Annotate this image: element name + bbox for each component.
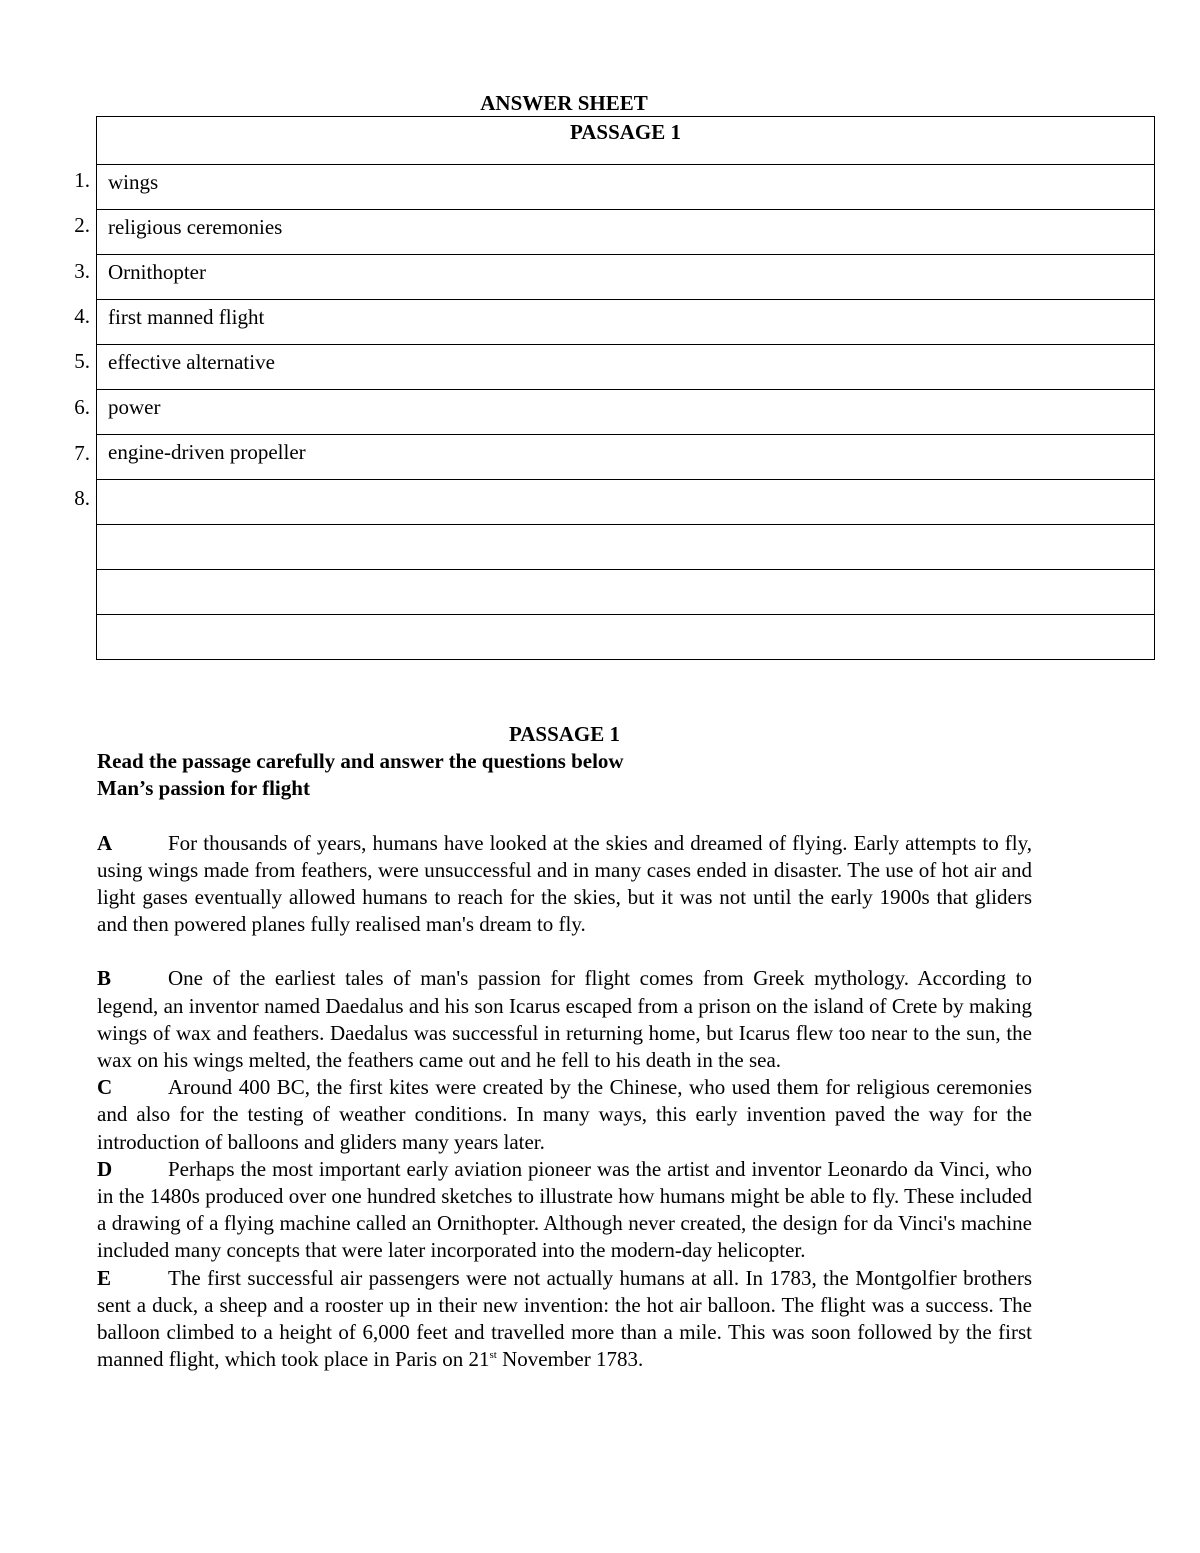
answer-cell[interactable] [97, 345, 1155, 390]
answer-cell[interactable] [97, 210, 1155, 255]
answer-row [97, 300, 1155, 345]
answer-text: effective alternative [108, 350, 275, 374]
paragraph-b [97, 965, 1032, 1074]
answer-text [108, 480, 1154, 484]
paragraph-letter: D [97, 1156, 113, 1181]
paragraph-letter: E [97, 1265, 112, 1290]
row-number: 8. [74, 486, 90, 510]
answer-row [97, 390, 1155, 435]
paragraph-text: Around 400 BC, the first kites were created by the Chinese, who used them for religious ceremonies and also for the testing of weather conditions. In many ways, this early invention paved the way for the introduction of balloons and gliders many years later. [97, 1075, 1032, 1154]
paragraph-c [97, 1074, 1032, 1156]
row-number: 6. [74, 395, 90, 419]
paragraph-letter: B [97, 966, 112, 991]
row-number: 1. [74, 168, 90, 192]
answer-row [97, 615, 1155, 660]
paragraph-letter: A [97, 830, 113, 855]
answer-text: engine-driven propeller [108, 440, 306, 464]
answer-text: religious ceremonies [108, 215, 283, 239]
answer-cell[interactable] [97, 570, 1155, 615]
paragraph-text: One of the earliest tales of man's passion for flight comes from Greek mythology. According to legend, an inventor named Daedalus and his son Icarus escaped from a prison on the island of Crete by making wings of wax and feathers. Daedalus was successful in returning home, but Icarus flew too near to the sun, the wax on his wings melted, the feathers came out and he fell to his death in the sea. [97, 966, 1032, 1073]
paragraph-text-tail: November 1783. [496, 1347, 644, 1372]
answer-row [97, 570, 1155, 615]
row-number: 5. [74, 349, 90, 373]
passage [97, 721, 1032, 1373]
answer-text: first manned flight [108, 305, 265, 329]
answer-row [97, 480, 1155, 525]
ordinal-suffix: st [489, 1349, 497, 1362]
answer-row [97, 525, 1155, 570]
answer-row [97, 345, 1155, 390]
paragraph-a [97, 830, 1032, 939]
answer-cell[interactable] [97, 255, 1155, 300]
paragraph-text: For thousands of years, humans have looked at the skies and dreamed of flying. Early attempts to fly, using wings made from feathers, were unsuccessful and in many cases ended in disaster. The use of hot air and light gases eventually allowed humans to reach for the skies, but it was not until the early 1900s that gliders and then powered planes fully realised man's dream to fly. [97, 830, 1032, 937]
row-number: 7. [74, 441, 90, 465]
paragraph-e [97, 1265, 1032, 1374]
answer-cell[interactable] [97, 165, 1155, 210]
paragraph-text: The first successful air passengers were not actually humans at all. In 1783, the Montgolfier brothers sent a duck, a sheep and a rooster up in their new invention: the hot air balloon. The flight was a success. The balloon climbed to a height of 6,000 feet and travelled more than a mile. This was soon followed by the first manned flight, which took place in Paris on 21 [97, 1265, 1032, 1372]
answer-text: Ornithopter [108, 260, 206, 284]
answer-text [108, 570, 1154, 574]
answer-sheet-title: ANSWER SHEET [480, 91, 648, 115]
answer-cell[interactable] [97, 300, 1155, 345]
answer-text [108, 615, 1154, 619]
answer-cell[interactable] [97, 480, 1155, 525]
row-number: 4. [74, 304, 90, 328]
answer-text [108, 525, 1154, 529]
answer-row [97, 210, 1155, 255]
answer-row [97, 435, 1155, 480]
answer-table [96, 116, 1155, 660]
passage-title: PASSAGE 1 [508, 722, 621, 746]
answer-cell[interactable] [97, 525, 1155, 570]
answer-row [97, 165, 1155, 210]
passage-heading: Man’s passion for flight [97, 776, 310, 801]
row-number: 3. [74, 259, 90, 283]
answer-text: wings [108, 170, 159, 194]
answer-cell[interactable] [97, 390, 1155, 435]
answer-cell[interactable] [97, 615, 1155, 660]
answer-row [97, 255, 1155, 300]
passage-instruction: Read the passage carefully and answer the questions below [97, 749, 624, 774]
answer-cell[interactable] [97, 435, 1155, 480]
answer-table-header: PASSAGE 1 [97, 117, 1155, 165]
paragraph-text: Perhaps the most important early aviation pioneer was the artist and inventor Leonardo da Vinci, who in the 1480s produced over one hundred sketches to illustrate how humans might be able to fly. These included a drawing of a flying machine called an Ornithopter. Although never created, the design for da Vinci's machine included many concepts that were later incorporated into the modern-day helicopter. [97, 1156, 1032, 1263]
paragraph-d [97, 1156, 1032, 1265]
row-number: 2. [74, 213, 90, 237]
answer-table-header-row [97, 117, 1155, 165]
paragraph-letter: C [97, 1075, 113, 1100]
answer-text: power [108, 395, 161, 419]
